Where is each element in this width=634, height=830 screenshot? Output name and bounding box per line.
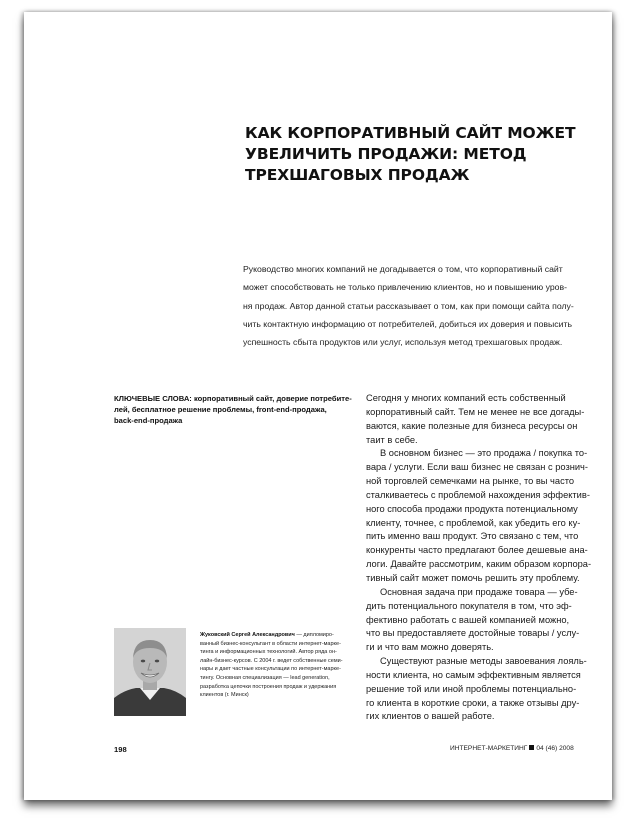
body-line: Сегодня у многих компаний есть собственный — [366, 393, 566, 403]
body-line: клиенту, точнее, с проблемой, как убедить его ку- — [366, 517, 581, 528]
body-line: Существуют разные методы завоевания лояль- — [380, 656, 587, 667]
lead-line: может способствовать не только привлечению клиентов, но и повышению уров- — [243, 282, 567, 293]
body-line: Основная задача при продаже товара — убе- — [380, 586, 578, 597]
body-line: дить потенциального покупателя в том, что эф- — [366, 600, 572, 611]
author-bio-start: — дипломиро- — [294, 632, 334, 638]
article-lead — [243, 260, 609, 351]
keywords-line: лей, бесплатное решение проблемы, front-end-продажа, — [114, 405, 327, 414]
author-portrait-icon — [114, 628, 186, 716]
issue-number: 04 (46) 2008 — [536, 745, 574, 752]
keywords-line: КЛЮЧЕВЫЕ СЛОВА: корпоративный сайт, доверие потребите- — [114, 394, 352, 403]
footer-info — [450, 745, 574, 752]
author-bio-line: нары и дает частные консультации по интернет-марке- — [200, 666, 341, 673]
body-line: решение той или иной проблемы потенциально- — [366, 683, 577, 694]
square-bullet-icon — [529, 745, 534, 750]
body-line: сталкиваетесь с проблемой нахождения эффектив- — [366, 489, 590, 500]
author-bio-line: тингу. Основная специализация — lead generation, — [200, 674, 330, 681]
body-line: корпоративный сайт. Тем не менее не все догады- — [366, 406, 585, 417]
body-line: ги и что вам можно доверять. — [366, 642, 494, 653]
keywords-block — [114, 393, 352, 426]
body-line: конкуренты часто предлагают более дешевые ана- — [366, 545, 588, 556]
body-line: ной торговлей семечками на рынке, то вы часто — [366, 476, 575, 487]
body-line: вара / услуги. Если ваш бизнес не связан с рознич- — [366, 462, 588, 473]
magazine-page — [24, 12, 612, 800]
page-number: 198 — [114, 745, 127, 754]
article-title — [245, 123, 575, 186]
magazine-name: ИНТЕРНЕТ-МАРКЕТИНГ — [450, 745, 528, 752]
body-line: В основном бизнес — это продажа / покупка то- — [380, 448, 588, 459]
lead-line: чить контактную информацию от потребителей, добиться их доверия и повысить — [243, 318, 572, 329]
author-info — [200, 631, 350, 700]
author-first-line — [200, 631, 350, 640]
lead-line: успешность сбыта продуктов или услуг, используя метод трехшаговых продаж. — [243, 337, 563, 348]
author-bio-line: клиентов (г. Минск) — [200, 692, 249, 699]
author-bio-line: ванный бизнес-консультант в области интернет-марке- — [200, 640, 341, 647]
body-line: ваются, какие полезные для бизнеса ресурсы он — [366, 420, 578, 431]
author-bio-line: тинга и информационных технологий. Автор ряда он- — [200, 649, 337, 656]
body-line: ного способа продажи продукта потенциальному — [366, 503, 578, 514]
author-photo — [114, 628, 186, 716]
author-bio-line: лайн-бизнес-курсов. С 2004 г. ведет собственные семи- — [200, 657, 343, 664]
body-line: таит в себе. — [366, 434, 418, 445]
body-line: ности клиента, но самым эффективным является — [366, 669, 581, 680]
body-line: тивный сайт может помочь решить эту проблему. — [366, 572, 580, 583]
body-line: го клиента в короткие сроки, а также отзывы дру- — [366, 697, 580, 708]
article-body — [366, 392, 616, 724]
author-name: Жуковский Сергей Александрович — [200, 632, 295, 638]
body-line: что вы предоставляете достойные товары / услу- — [366, 628, 580, 639]
title-line: ТРЕХШАГОВЫХ ПРОДАЖ — [245, 166, 470, 184]
lead-line: ня продаж. Автор данной статьи рассказывает о том, как при помощи сайта полу- — [243, 300, 574, 311]
body-line: гих клиентов о вашей работе. — [366, 711, 495, 722]
author-bio-line: разработка цепочки построения продаж и удержания — [200, 683, 337, 690]
body-line: логи. Давайте рассмотрим, каким образом корпора- — [366, 559, 592, 570]
keywords-line: back-end-продажа — [114, 416, 183, 425]
title-line: КАК КОРПОРАТИВНЫЙ САЙТ МОЖЕТ — [245, 124, 576, 142]
lead-line: Руководство многих компаний не догадывается о том, что корпоративный сайт — [243, 264, 563, 274]
title-line: УВЕЛИЧИТЬ ПРОДАЖИ: МЕТОД — [245, 145, 527, 163]
body-line: фективно работать с вашей компанией можно, — [366, 614, 570, 625]
body-line: пить именно ваш продукт. Это связано с тем, что — [366, 531, 579, 542]
